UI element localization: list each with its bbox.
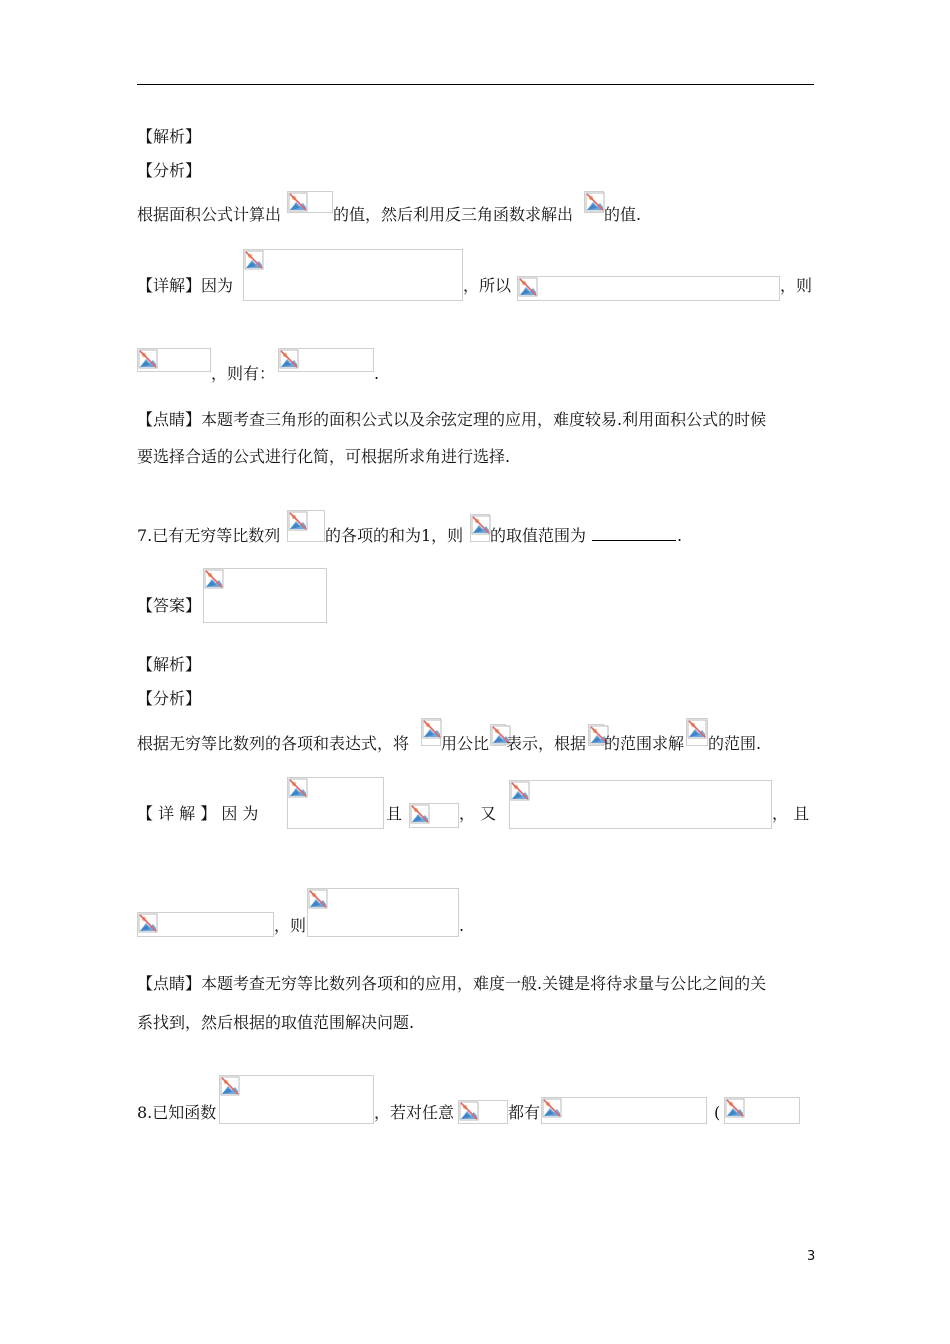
formula-image — [219, 1075, 374, 1124]
section-label-fenxi: 【分析】 — [137, 689, 202, 708]
header-rule — [137, 84, 814, 85]
q8-stem-a: 8.已知函数 — [137, 1103, 217, 1122]
analysis-text-1b: 的值，然后利用反三角函数求解出 — [333, 205, 574, 224]
formula-image — [470, 514, 490, 542]
q7-detail-label: 【 详 解 】 因 为 — [137, 804, 259, 823]
formula-image — [287, 191, 333, 213]
broken-image-icon — [288, 778, 308, 798]
q7-dianjing-line-2: 系找到，然后根据的取值范围解决问题. — [137, 1013, 415, 1032]
q7-analysis-d: 的范围求解 — [604, 734, 685, 753]
q7-detail-qie: 且 — [386, 804, 403, 823]
formula-image — [584, 191, 604, 213]
detail-text-2a: ，则有： — [211, 364, 276, 383]
broken-image-icon — [585, 192, 605, 212]
section-label-jiexi: 【解析】 — [137, 655, 202, 674]
detail-text-2b: . — [374, 364, 380, 383]
broken-image-icon — [138, 913, 158, 933]
formula-image — [509, 780, 772, 829]
q7-analysis-e: 的范围. — [708, 734, 762, 753]
q7-detail-you: ， 又 — [459, 804, 497, 823]
formula-image — [287, 510, 325, 542]
q7-analysis-a: 根据无穷等比数列的各项和表达式，将 — [137, 734, 410, 753]
broken-image-icon — [279, 349, 299, 369]
broken-image-icon — [518, 277, 538, 297]
broken-image-icon — [510, 781, 530, 801]
q7-dianjing-line-1: 【点睛】本题考查无穷等比数列各项和的应用，难度一般.关键是将待求量与公比之间的关 — [137, 974, 767, 993]
broken-image-icon — [459, 1101, 479, 1121]
q7-detail-qie2: ， 且 — [772, 804, 810, 823]
dianjing-line-1: 【点睛】本题考查三角形的面积公式以及余弦定理的应用，难度较易.利用面积公式的时候 — [137, 410, 767, 429]
answer-blank — [592, 526, 676, 546]
broken-image-icon — [410, 804, 430, 824]
q7-detail2-b: . — [459, 916, 465, 935]
broken-image-icon — [244, 250, 264, 270]
formula-image — [409, 803, 459, 828]
broken-image-icon — [204, 569, 224, 589]
broken-image-icon — [542, 1098, 562, 1118]
broken-image-icon — [422, 719, 442, 739]
broken-image-icon — [687, 719, 707, 739]
detail-text-1b: ，所以 — [463, 276, 512, 295]
analysis-text-1c: 的值. — [604, 205, 642, 224]
detail-text-1c: ，则 — [780, 276, 813, 295]
formula-image — [517, 276, 780, 301]
formula-image — [307, 888, 459, 937]
broken-image-icon — [220, 1076, 240, 1096]
formula-image — [137, 912, 274, 937]
formula-image — [203, 568, 327, 623]
q7-stem-a: 7.已有无穷等比数列 — [137, 526, 281, 545]
formula-image — [278, 348, 374, 372]
q7-analysis-b: 用公比 — [441, 734, 490, 753]
q7-stem-c: 的取值范围为 — [490, 526, 587, 545]
formula-image — [243, 249, 463, 301]
broken-image-icon — [138, 349, 158, 369]
formula-image — [458, 1100, 508, 1124]
formula-image — [541, 1097, 707, 1124]
broken-image-icon — [725, 1098, 745, 1118]
broken-image-icon — [471, 515, 491, 535]
formula-image — [724, 1097, 800, 1124]
formula-image — [588, 724, 604, 746]
answer-label: 【答案】 — [137, 596, 202, 615]
formula-image — [490, 724, 506, 746]
q7-analysis-c: 表示，根据 — [506, 734, 587, 753]
detail-text-1a: 【详解】因为 — [137, 276, 234, 295]
dianjing-line-2: 要选择合适的公式进行化简，可根据所求角进行选择. — [137, 447, 511, 466]
analysis-text-1a: 根据面积公式计算出 — [137, 205, 282, 224]
q7-detail2-a: ，则 — [274, 916, 307, 935]
formula-image — [421, 718, 441, 746]
q7-stem-b: 的各项的和为1，则 — [325, 526, 464, 545]
formula-image — [287, 777, 384, 829]
q7-stem-d: . — [677, 526, 683, 545]
q8-stem-d: ( — [714, 1103, 721, 1122]
section-label-fenxi: 【分析】 — [137, 161, 202, 180]
page-number: 3 — [807, 1249, 816, 1264]
broken-image-icon — [308, 889, 328, 909]
section-label-jiexi: 【解析】 — [137, 127, 202, 146]
broken-image-icon — [288, 192, 308, 212]
formula-image — [137, 348, 211, 372]
q8-stem-c: 都有 — [508, 1103, 541, 1122]
formula-image — [686, 718, 708, 746]
broken-image-icon — [288, 511, 308, 531]
q8-stem-b: ，若对任意 — [374, 1103, 455, 1122]
